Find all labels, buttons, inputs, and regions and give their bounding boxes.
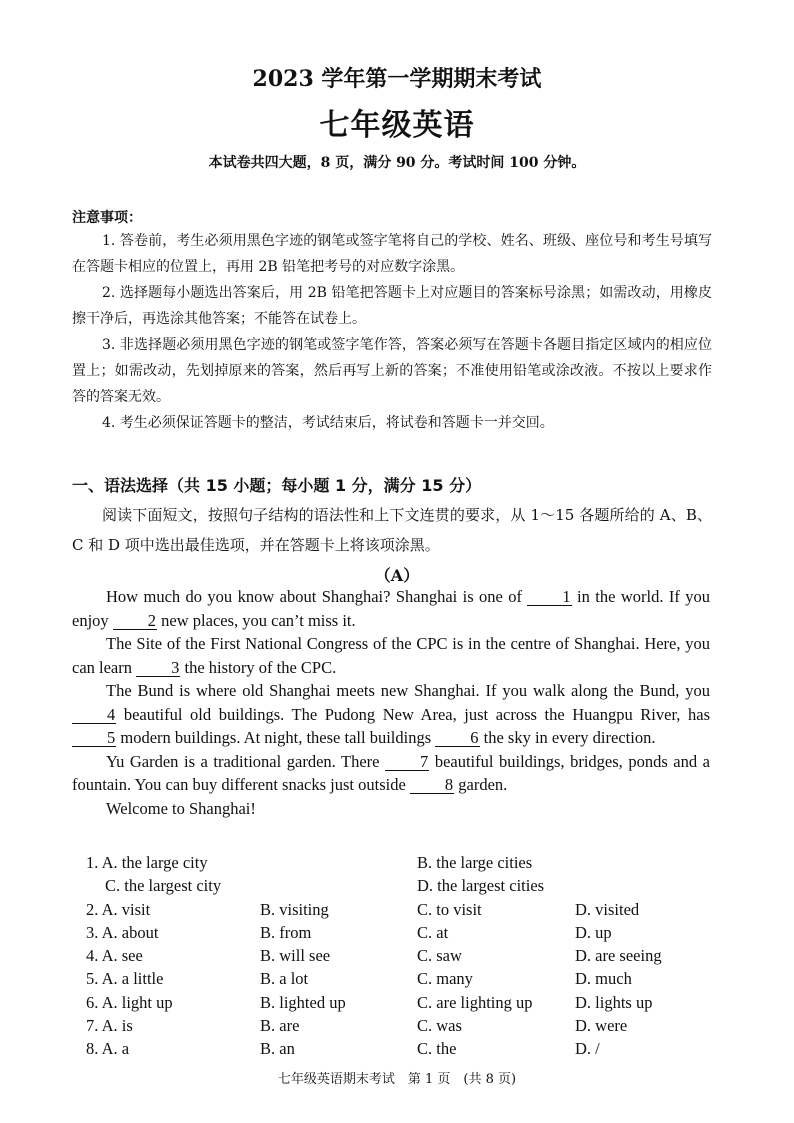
passage-paragraph [72,632,710,679]
notes-heading: 注意事项： [72,210,142,226]
option-c: C. the largest city [105,876,222,896]
option-a: 4. A. see [86,946,143,966]
question-row [86,1039,726,1062]
passage-text: garden. [454,775,508,794]
subject-title: 七年级英语 [319,108,475,143]
option-a: 1. A. the large city [86,853,208,872]
passage-text: the history of the CPC. [180,657,337,677]
reading-passage [72,585,710,820]
option-a: 2. A. visit [86,899,151,919]
option-d: D. were [575,1016,628,1036]
option-a: 3. A. about [86,922,159,942]
option-c: C. saw [417,946,462,966]
page-footer: 七年级英语期末考试 第 1 页 (共 8 页) [277,1072,517,1087]
option-b: B. visiting [260,899,329,919]
passage-text: modern buildings. At night, these tall buildings [116,728,436,747]
passage-text: beautiful old buildings. The Pudong New Area, just across the Huangpu River, has [116,704,710,724]
passage-text: The Site of the First National Congress of the CPC is in the centre of Shanghai. Here, you can learn [72,634,710,677]
option-b: B. from [260,922,312,942]
notes-list [72,228,712,436]
option-b: B. are [260,1016,300,1036]
passage-text: in the world. If you enjoy [72,587,710,630]
blank-3: 3 [136,659,180,677]
blank-5: 5 [72,729,116,747]
note-item: 4. 考生必须保证答题卡的整洁，考试结束后，将试卷和答题卡一并交回。 [102,415,554,431]
answer-options [86,853,726,1063]
passage-label: （A） [374,566,420,585]
option-c: C. was [417,1016,462,1036]
option-b: B. lighted up [260,992,346,1012]
option-b: B. will see [260,946,331,966]
option-c: C. to visit [417,899,482,919]
blank-2: 2 [113,612,157,630]
note-item: 1. 答卷前，考生必须用黑色字迹的钢笔或签字笔将自己的学校、姓名、班级、座位号和考生号填写在答题卡相应的位置上，再用 2B 铅笔把考号的对应数字涂黑。 [72,233,712,275]
option-c: C. many [417,969,473,989]
option-d: D. / [575,1039,600,1059]
blank-1: 1 [527,588,571,606]
question-row [86,900,726,923]
blank-4: 4 [72,706,116,724]
passage-text: the sky in every direction. [479,728,656,747]
question-row [86,923,726,946]
question-row [86,946,726,969]
blank-6: 6 [435,729,479,747]
passage-text: The Bund is where old Shanghai meets new Shanghai. If you walk along the Bund, you [106,681,710,700]
passage-text: How much do you know about Shanghai? Shanghai is one of [106,587,528,606]
option-a: 5. A. a little [86,969,164,989]
note-item: 2. 选择题每小题选出答案后，用 2B 铅笔把答题卡上对应题目的答案标号涂黑；如需改动，用橡皮擦干净后，再选涂其他答案；不能答在试卷上。 [72,285,712,327]
option-d: D. visited [575,899,640,919]
option-a: 8. A. a [86,1039,130,1059]
passage-paragraph [72,585,710,632]
option-c: C. the [417,1039,457,1059]
option-b: B. a lot [260,969,309,989]
passage-paragraph [72,750,710,797]
question-row [86,969,726,992]
option-c: C. at [417,922,449,942]
note-item: 3. 非选择题必须用黑色字迹的钢笔或签字笔作答，答案必须写在答题卡各题目指定区域内的相应位置上；如需改动，先划掉原来的答案，然后再写上新的答案；不准使用铅笔或涂改液。不按以上要求作答的答案无效。 [72,337,712,405]
option-d: D. much [575,969,632,989]
option-d: D. lights up [575,992,653,1012]
question-row [86,853,726,876]
section-instructions: 阅读下面短文，按照句子结构的语法性和上下文连贯的要求，从 1～15 各题所给的 A、B、C 和 D 项中选出最佳选项，并在答题卡上将该项涂黑。 [72,506,712,554]
option-c: C. are lighting up [417,992,533,1012]
question-row [86,1016,726,1039]
option-d: D. are seeing [575,946,662,966]
passage-text: beautiful buildings, bridges, ponds and a fountain. You can buy different snacks just outside [72,751,710,794]
section-heading: 一、语法选择（共 15 小题；每小题 1 分，满分 15 分） [72,476,482,495]
passage-text: new places, you can’t miss it. [157,610,356,630]
passage-text: Yu Garden is a traditional garden. There [106,751,386,771]
question-row [86,993,726,1016]
option-d: D. the largest cities [417,876,545,896]
option-b: B. an [260,1039,295,1059]
option-b: B. the large cities [417,853,533,872]
passage-closing: Welcome to Shanghai! [106,798,256,818]
blank-8: 8 [410,776,454,794]
passage-paragraph [72,679,710,750]
option-d: D. up [575,922,612,942]
exam-title: 2023 学年第一学期期末考试 [252,66,542,92]
option-a: 7. A. is [86,1016,133,1036]
question-row [86,876,726,899]
blank-7: 7 [385,753,429,771]
exam-info: 本试卷共四大题，8 页，满分 90 分。考试时间 100 分钟。 [208,155,586,171]
option-a: 6. A. light up [86,992,173,1012]
